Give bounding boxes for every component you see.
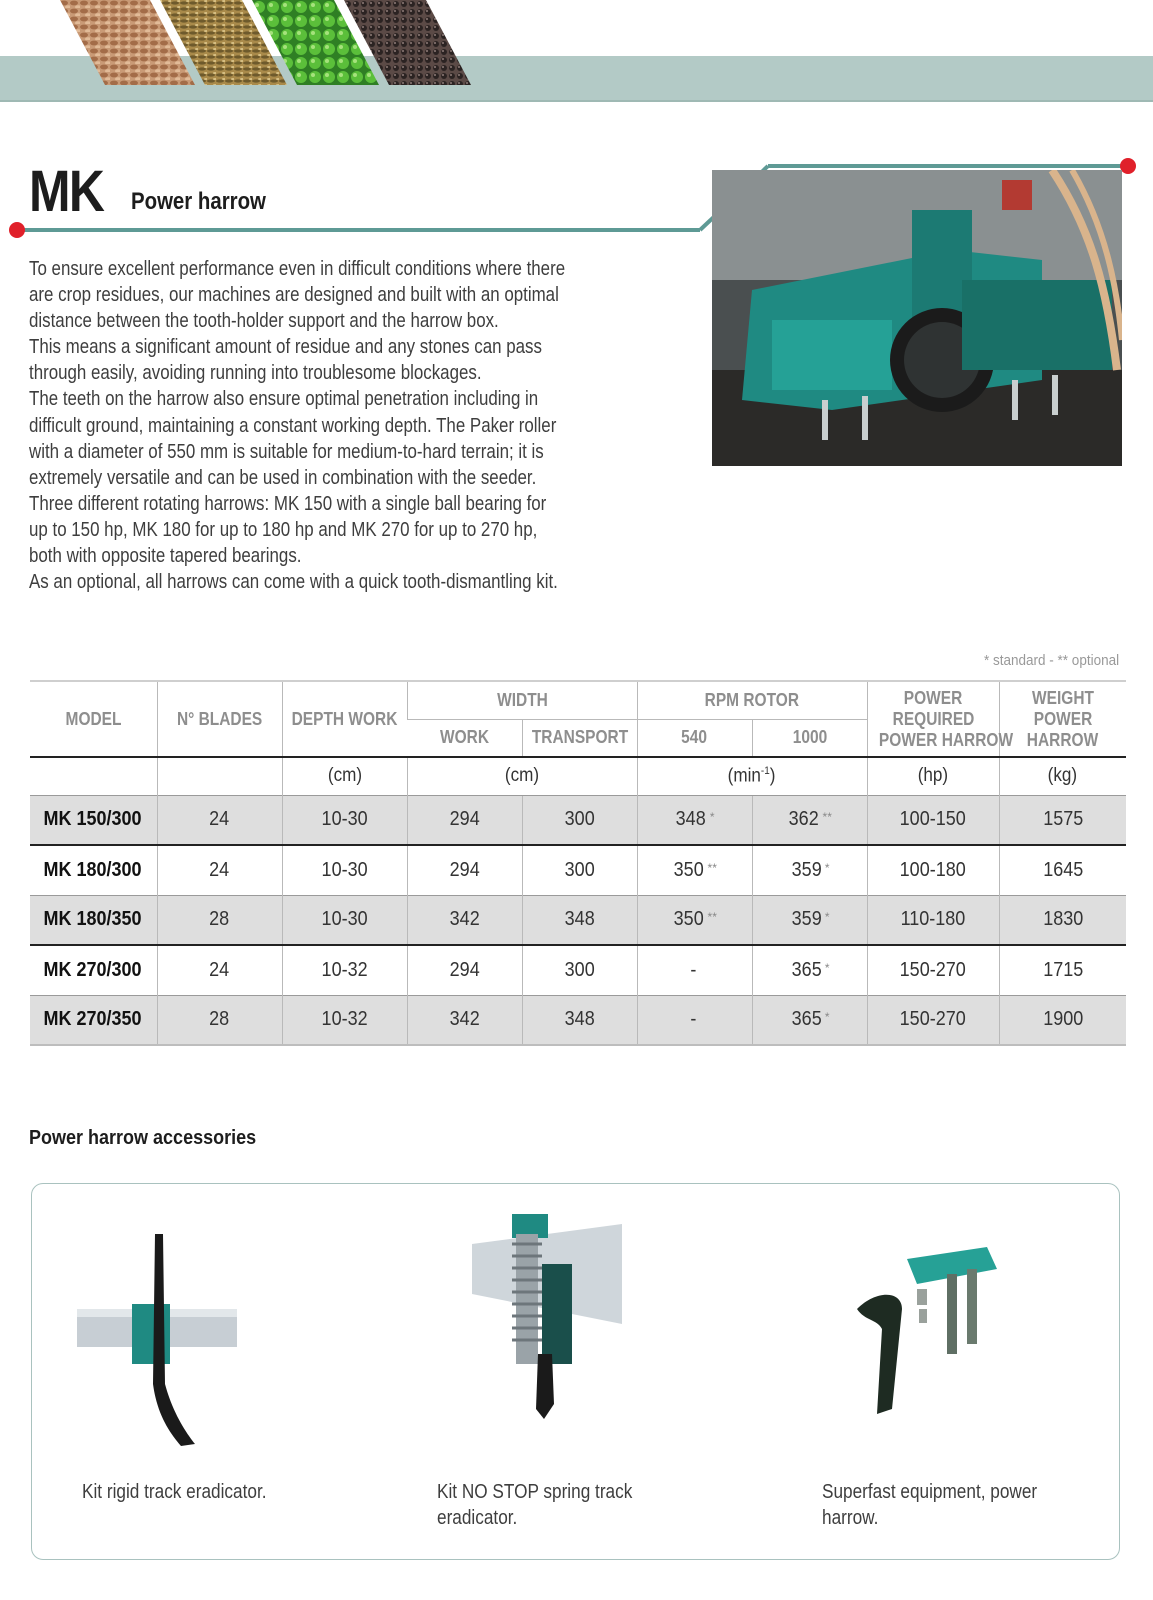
cell-blades: 28 <box>157 895 282 945</box>
col-header-width-work: WORK <box>439 727 489 748</box>
unit-rpm: $(\min^{-1})$ <box>637 757 867 795</box>
cell-depth: 10-30 <box>282 895 407 945</box>
cell-width-transport: 300 <box>522 845 637 895</box>
cell-width-work: 342 <box>407 995 522 1045</box>
units-row <box>30 757 1126 795</box>
caption-superfast-equipment: Superfast equipment, power harrow. <box>822 1481 1038 1529</box>
intro-line: distance between the tooth-holder support and the harrow box. <box>29 310 499 333</box>
cell-rpm-1000: 359 * <box>752 895 867 945</box>
cell-depth: 10-32 <box>282 995 407 1045</box>
col-header-rpm-540: 540 <box>637 719 752 757</box>
cell-rpm-1000: 359 * <box>752 845 867 895</box>
cell-power: 100-150 <box>867 795 999 845</box>
col-header-model: MODEL <box>30 681 157 757</box>
cell-weight: 1575 <box>999 795 1126 845</box>
cell-model: MK 270/350 <box>30 995 157 1045</box>
cell-width-transport: 300 <box>522 795 637 845</box>
intro-line: difficult ground, maintaining a constant working depth. The Paker roller <box>29 414 557 437</box>
specs-table <box>30 680 1126 1046</box>
cell-width-work: 294 <box>407 945 522 995</box>
availability-mark: * <box>824 1010 830 1025</box>
availability-mark: ** <box>707 860 717 875</box>
accessory-nostop-eradicator <box>432 1184 732 1561</box>
cell-weight: 1645 <box>999 845 1126 895</box>
col-header-rpm-1000: 1000 <box>752 719 867 757</box>
cell-power: 150-270 <box>867 945 999 995</box>
availability-mark: * <box>709 810 715 825</box>
col-header-weight: WEIGHT POWER HARROW <box>999 681 1126 757</box>
cell-rpm-540: 348 * <box>637 795 752 845</box>
unit-weight: (kg) <box>999 757 1126 795</box>
cell-model: MK 180/350 <box>30 895 157 945</box>
cell-rpm-1000: 365 * <box>752 945 867 995</box>
cell-width-work: 342 <box>407 895 522 945</box>
cell-weight: 1715 <box>999 945 1126 995</box>
unit-power: (hp) <box>867 757 999 795</box>
legend-note: * standard - ** optional <box>983 652 1119 669</box>
col-header-blades: N° BLADES <box>157 681 282 757</box>
cell-power: 150-270 <box>867 995 999 1045</box>
cell-weight: 1830 <box>999 895 1126 945</box>
rigid-eradicator-image <box>77 1234 247 1464</box>
page-title: MK <box>29 159 104 224</box>
cell-rpm-540: - <box>637 995 752 1045</box>
product-photo <box>712 170 1122 466</box>
cell-width-work: 294 <box>407 845 522 895</box>
cell-depth: 10-30 <box>282 845 407 895</box>
nostop-eradicator-image <box>472 1204 642 1434</box>
cell-model: MK 150/300 <box>30 795 157 845</box>
cell-blades: 28 <box>157 995 282 1045</box>
accessory-superfast-equipment <box>817 1184 1117 1561</box>
table-row <box>30 795 1126 845</box>
intro-line: are crop residues, our machines are designed and built with an optimal <box>29 284 559 307</box>
cell-model: MK 270/300 <box>30 945 157 995</box>
cell-blades: 24 <box>157 845 282 895</box>
availability-mark: * <box>824 860 830 875</box>
superfast-equipment-image <box>847 1229 1017 1429</box>
intro-line: As an optional, all harrows can come with a quick tooth-dismantling kit. <box>29 571 558 594</box>
intro-line: extremely versatile and can be used in combination with the seeder. <box>29 466 537 489</box>
accessories-panel <box>31 1183 1120 1560</box>
accessory-rigid-eradicator <box>77 1184 377 1561</box>
intro-text <box>29 256 621 595</box>
cell-depth: 10-32 <box>282 945 407 995</box>
cell-width-transport: 348 <box>522 995 637 1045</box>
intro-line: both with opposite tapered bearings. <box>29 545 302 568</box>
availability-mark: * <box>824 910 830 925</box>
intro-line: up to 150 hp, MK 180 for up to 180 hp and MK 270 for up to 270 hp, <box>29 518 538 541</box>
cell-rpm-540: 350 ** <box>637 895 752 945</box>
intro-line: with a diameter of 550 mm is suitable for medium-to-hard terrain; it is <box>29 440 544 463</box>
cell-width-transport: 300 <box>522 945 637 995</box>
availability-mark: ** <box>822 810 832 825</box>
unit-width: (cm) <box>407 757 637 795</box>
intro-line: The teeth on the harrow also ensure optimal penetration including in <box>29 388 539 411</box>
availability-mark: ** <box>707 910 717 925</box>
col-header-width-transport: TRANSPORT <box>522 719 637 757</box>
cell-width-work: 294 <box>407 795 522 845</box>
availability-mark: * <box>824 960 830 975</box>
cell-rpm-1000: 365 * <box>752 995 867 1045</box>
intro-line: through easily, avoiding running into troublesome blockages. <box>29 362 482 385</box>
accessories-title: Power harrow accessories <box>29 1127 257 1149</box>
cell-power: 110-180 <box>867 895 999 945</box>
table-row <box>30 895 1126 945</box>
col-header-rpm: RPM ROTOR <box>637 681 867 719</box>
caption-nostop-eradicator: Kit NO STOP spring track eradicator. <box>437 1481 633 1529</box>
intro-line: This means a significant amount of residue and any stones can pass <box>29 336 542 359</box>
cell-model: MK 180/300 <box>30 845 157 895</box>
cell-weight: 1900 <box>999 995 1126 1045</box>
table-row <box>30 945 1126 995</box>
page-subtitle: Power harrow <box>131 188 266 215</box>
intro-line: Three different rotating harrows: MK 150 with a single ball bearing for <box>29 492 547 515</box>
cell-rpm-1000: 362 ** <box>752 795 867 845</box>
table-row <box>30 845 1126 895</box>
cell-power: 100-180 <box>867 845 999 895</box>
col-header-width: WIDTH <box>407 681 637 719</box>
cell-width-transport: 348 <box>522 895 637 945</box>
col-header-power: POWER REQUIRED POWER HARROW <box>867 681 999 757</box>
table-row <box>30 995 1126 1045</box>
cell-rpm-540: 350 ** <box>637 845 752 895</box>
unit-depth: (cm) <box>282 757 407 795</box>
cell-depth: 10-30 <box>282 795 407 845</box>
col-header-depth: DEPTH WORK <box>282 681 407 757</box>
cell-blades: 24 <box>157 945 282 995</box>
cell-blades: 24 <box>157 795 282 845</box>
intro-line: To ensure excellent performance even in difficult conditions where there <box>29 258 566 280</box>
cell-rpm-540: - <box>637 945 752 995</box>
caption-rigid-eradicator: Kit rigid track eradicator. <box>82 1481 267 1503</box>
